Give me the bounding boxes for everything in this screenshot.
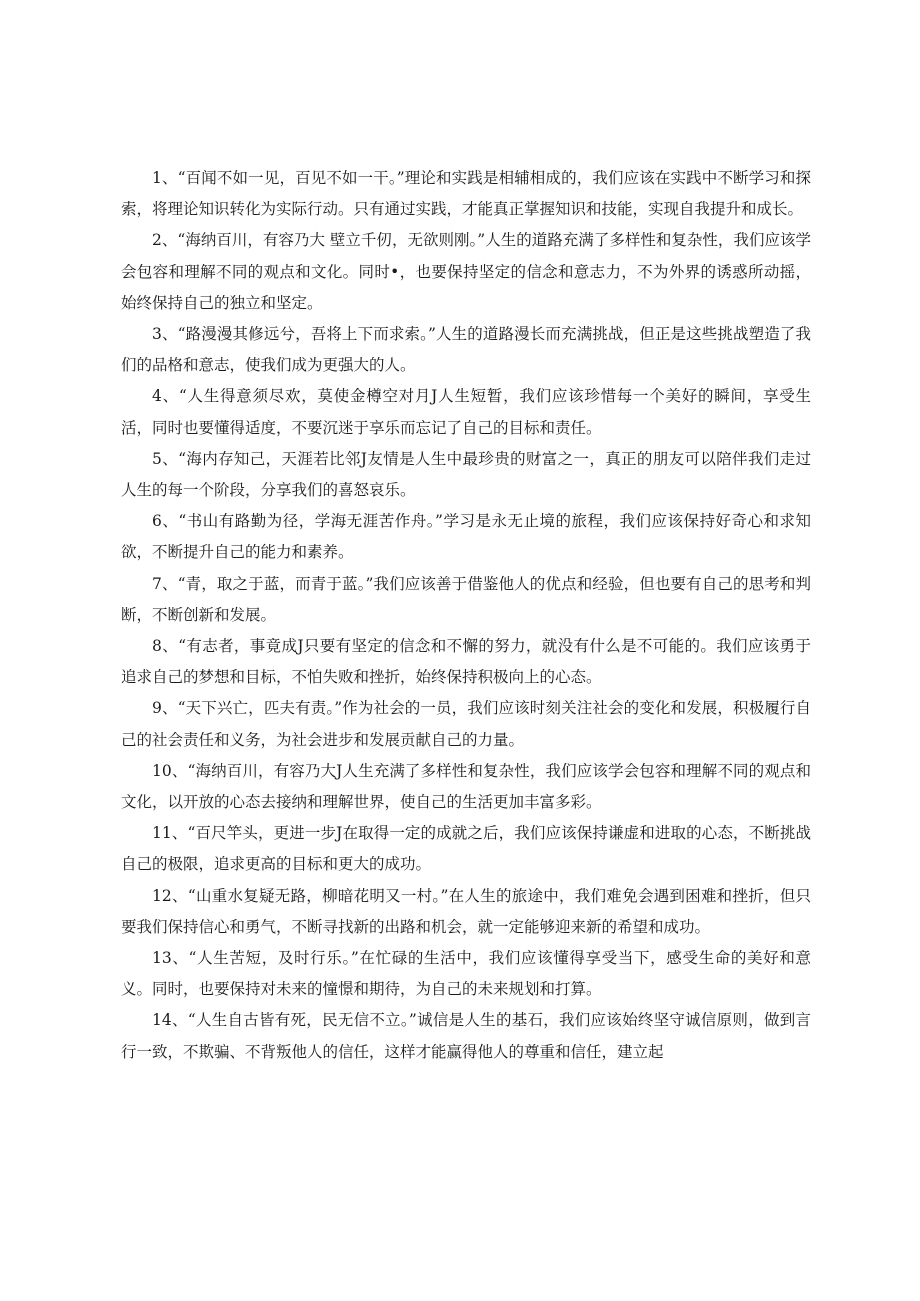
paragraph-4: 4、“人生得意须尽欢，莫使金樽空对月J人生短暂，我们应该珍惜每一个美好的瞬间，享受生活，同时也要懂得适度，不要沉迷于享乐而忘记了自己的目标和责任。: [121, 387, 811, 437]
paragraph-5: 5、“海内存知己，天涯若比邻J友情是人生中最珍贵的财富之一，真正的朋友可以陪伴我们走过人生的每一个阶段，分享我们的喜怒哀乐。: [121, 449, 811, 500]
document-body: [121, 163, 811, 1068]
paragraph-1: 1、“百闻不如一见，百见不如一干。”理论和实践是相辅相成的，我们应该在实践中不断学习和探索，将理论知识转化为实际行动。只有通过实践，才能真正掌握知识和技能，实现自我提升和成长。: [121, 169, 811, 219]
paragraph-13: 13、“人生苦短，及时行乐。”在忙碌的生活中，我们应该懂得享受当下，感受生命的美好和意义。同时，也要保持对未来的憧憬和期待，为自己的未来规划和打算。: [121, 949, 811, 999]
paragraph-6: 6、“书山有路勤为径，学海无涯苦作舟。”学习是永无止境的旅程，我们应该保持好奇心和求知欲，不断提升自己的能力和素养。: [121, 512, 811, 562]
paragraph-7: 7、“青，取之于蓝，而青于蓝。”我们应该善于借鉴他人的优点和经验，但也要有自己的思考和判断，不断创新和发展。: [121, 574, 811, 624]
paragraph-2: 2、“海纳百川，有容乃大 壁立千仞，无欲则刚。”人生的道路充满了多样性和复杂性，我们应该学会包容和理解不同的观点和文化。同时•，也要保持坚定的信念和意志力，不为外界的诱惑所动摇，始终保持自己的独立和坚定。: [121, 231, 811, 312]
paragraph-8: 8、“有志者，事竟成J只要有坚定的信念和不懈的努力，就没有什么是不可能的。我们应该勇于追求自己的梦想和目标，不怕失败和挫折，始终保持积极向上的心态。: [121, 637, 811, 687]
paragraph-12: 12、“山重水复疑无路，柳暗花明又一村。”在人生的旅途中，我们难免会遇到困难和挫折，但只要我们保持信心和勇气，不断寻找新的出路和机会，就一定能够迎来新的希望和成功。: [121, 886, 811, 936]
paragraph-10: 10、“海纳百川，有容乃大J人生充满了多样性和复杂性，我们应该学会包容和理解不同的观点和文化，以开放的心态去接纳和理解世界，使自己的生活更加丰富多彩。: [121, 761, 811, 812]
paragraph-14: 14、“人生自古皆有死，民无信不立。”诚信是人生的基石，我们应该始终坚守诚信原则，做到言行一致，不欺骗、不背叛他人的信任，这样才能赢得他人的尊重和信任，建立起: [121, 1011, 811, 1061]
paragraph-3: 3、“路漫漫其修远兮，吾将上下而求索。”人生的道路漫长而充满挑战，但正是这些挑战塑造了我们的品格和意志，使我们成为更强大的人。: [121, 325, 811, 375]
paragraph-9: 9、“天下兴亡，匹夫有责。”作为社会的一员，我们应该时刻关注社会的变化和发展，积极履行自己的社会责任和义务，为社会进步和发展贡献自己的力量。: [121, 699, 811, 749]
paragraph-11: 11、“百尺竿头，更进一步J在取得一定的成就之后，我们应该保持谦虚和进取的心态，不断挑战自己的极限，追求更高的目标和更大的成功。: [121, 824, 811, 874]
